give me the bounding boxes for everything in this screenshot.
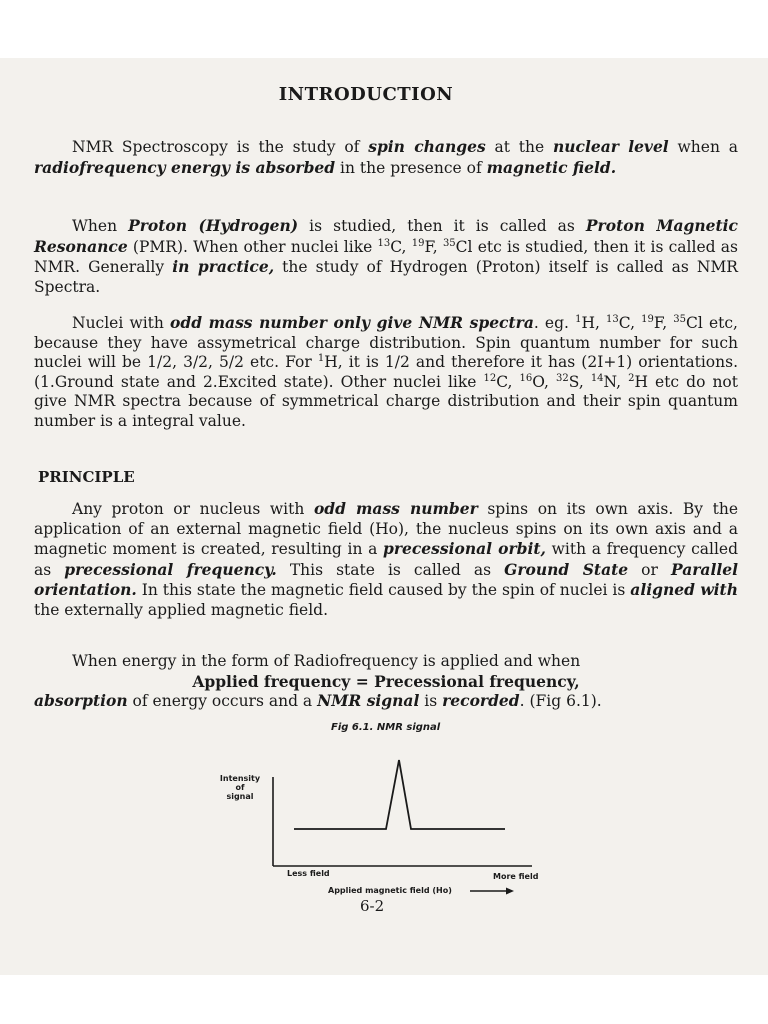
isotope-superscript: 35: [673, 313, 687, 325]
intro-text-3: when a: [668, 138, 738, 156]
nuclei-text-2: . eg.: [533, 314, 576, 332]
energy-text-2: is: [419, 692, 443, 711]
principle-text-6: In this state the magnetic field caused by the spin of nuclei is: [136, 581, 631, 600]
intro-text-2: at the: [485, 138, 553, 156]
isotope-superscript: 32: [556, 372, 569, 384]
principle-emphasis-ground-state: Ground State: [504, 559, 629, 579]
pmr-text-5: the study of Hydrogen (Proton) itself is called as NMR Spectra.: [34, 258, 738, 296]
energy-equation-line: Applied frequency = Precessional frequency,: [192, 671, 580, 691]
y-axis-label-line-1: Intensity: [219, 774, 261, 783]
x-axis-label: Applied magnetic field (Ho): [328, 886, 452, 895]
figure-caption: Fig 6.1. NMR signal: [331, 722, 441, 733]
principle-emphasis-odd-mass: odd mass number: [313, 499, 478, 518]
page-number: 6-2: [360, 897, 385, 915]
nuclei-text-5: H etc do not give NMR spectra because of symmetrical charge distribution and their spin quantum number is a integral value.: [34, 372, 738, 430]
pmr-emphasis-in-practice: in practice,: [172, 257, 275, 277]
nuclei-text-1: Nuclei with: [72, 314, 171, 332]
principle-emphasis-frequency: precessional frequency.: [64, 559, 277, 579]
energy-emphasis-nmr-signal: NMR signal: [317, 691, 420, 711]
energy-line-1: When energy in the form of Radiofrequency is applied and when: [72, 652, 581, 670]
pmr-emphasis-proton: Proton (Hydrogen): [128, 216, 299, 235]
signal-trace: [294, 760, 505, 829]
nuclei-element: O,: [532, 372, 557, 391]
x-tick-more-field: More field: [493, 872, 539, 881]
principle-text-4: This state is called as: [276, 560, 505, 579]
principle-text-5: or: [628, 560, 671, 579]
isotope-superscript: 14: [590, 372, 604, 384]
nuclei-element: S,: [568, 372, 591, 391]
energy-text-3: . (Fig 6.1).: [519, 692, 602, 711]
principle-text-1: Any proton or nucleus with: [72, 500, 314, 518]
energy-emphasis-absorption: absorption: [34, 691, 128, 711]
energy-text-1: of energy occurs and a: [127, 692, 318, 711]
intro-emphasis-magnetic-field: magnetic field.: [486, 157, 617, 177]
isotope-superscript: 16: [519, 372, 533, 384]
nuclei-element: F,: [653, 314, 674, 332]
intro-text-4: in the presence of: [335, 158, 487, 177]
nuclei-element: C,: [618, 314, 642, 332]
principle-emphasis-aligned: aligned with: [630, 580, 738, 600]
intro-emphasis-rf-energy: radiofrequency energy is absorbed: [34, 157, 336, 177]
page-title: INTRODUCTION: [278, 84, 454, 105]
xlabel-arrow-head: [506, 888, 514, 895]
y-axis-label-line-3: signal: [226, 792, 254, 801]
nuclei-element: N,: [603, 372, 629, 391]
principle-emphasis-orbit: precessional orbit,: [383, 539, 546, 559]
isotope-superscript: 13: [377, 237, 391, 249]
isotope-superscript: 19: [641, 313, 654, 325]
principle-text-7: the externally applied magnetic field.: [34, 600, 329, 619]
principle-text-2: spins on its own axis. By the application of an external magnetic field (Ho), the nucleus spins on its own axis and a magnetic moment is created, resulting in a: [34, 500, 738, 559]
energy-emphasis-recorded: recorded: [442, 691, 520, 711]
pmr-text-4: Cl etc is studied, then it is called as NMR. Generally: [34, 237, 738, 277]
principle-emphasis-parallel: Parallel orientation.: [34, 559, 738, 600]
intro-text-1: NMR Spectroscopy is the study of: [72, 138, 369, 156]
isotope-superscript: 13: [606, 313, 619, 325]
isotope-superscript: 12: [483, 372, 497, 384]
isotope-superscript: 2: [628, 372, 635, 384]
nuclei-text-3: Cl etc, because they have assymetrical charge distribution. Spin quantum number for such nuclei will be 1/2, 3/2, 5/2 etc. For: [34, 314, 738, 372]
nuclei-emphasis-odd-mass: odd mass number only give NMR spectra: [170, 313, 534, 332]
pmr-text-1: When: [72, 217, 129, 235]
isotope-superscript: 35: [442, 237, 456, 249]
nuclei-element: C,: [496, 372, 520, 391]
nuclei-element: H,: [581, 314, 607, 332]
pmr-text-2: is studied, then it is called as: [298, 217, 586, 235]
principle-text-3: with a frequency called as: [34, 540, 739, 579]
intro-emphasis-spin-changes: spin changes: [368, 137, 486, 156]
section-heading-principle: PRINCIPLE: [38, 468, 135, 486]
pmr-text-3: (PMR). When other nuclei like: [127, 237, 378, 256]
nuclei-text-4: H, it is 1/2 and therefore it has (2I+1) orientations. (1.Ground state and 2.Excited state). Other nuclei like: [34, 353, 738, 391]
pmr-emphasis-pmr: Proton Magnetic Resonance: [34, 216, 738, 256]
intro-emphasis-nuclear-level: nuclear level: [552, 137, 669, 156]
isotope-superscript: 1: [317, 353, 325, 365]
x-tick-less-field: Less field: [287, 869, 330, 878]
isotope-superscript: 19: [411, 237, 425, 249]
pmr-element: F,: [424, 237, 443, 256]
pmr-element: C,: [390, 237, 412, 256]
y-axis-label-line-2: of: [235, 783, 245, 792]
isotope-superscript: 1: [575, 313, 582, 325]
